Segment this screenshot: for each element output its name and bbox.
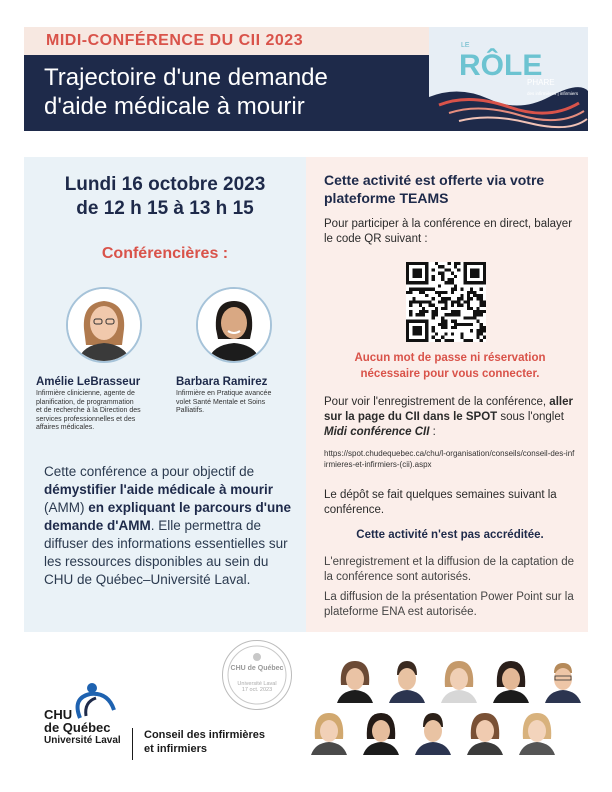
event-date-time: de 12 h 15 à 13 h 15 (76, 198, 254, 219)
person-portrait-icon (461, 707, 509, 755)
team-photo (331, 655, 379, 703)
speaker-role-line: et de recherche à la Direction des (36, 407, 141, 414)
access-info-panel (306, 157, 588, 632)
chu-logo-text (44, 708, 121, 747)
person-portrait-icon (331, 655, 379, 703)
speaker-name-amelie: Amélie LeBrasseur (36, 376, 141, 388)
cii-line-2: et infirmiers (144, 743, 207, 755)
person-portrait-icon (487, 655, 535, 703)
team-photo (305, 707, 353, 755)
speaker-role-line: affaires médicales. (36, 424, 95, 431)
accreditation-note: Cette activité n'est pas accréditée. (356, 529, 544, 541)
objective-text: Cette conférence a pour objectif de (44, 464, 255, 479)
page-title (44, 63, 404, 121)
team-photo (383, 655, 431, 703)
team-photo (539, 655, 587, 703)
powerpoint-authorization: La diffusion de la présentation Power Point sur la plateforme ENA est autorisée. (324, 591, 574, 618)
seal-text (223, 665, 291, 672)
spot-url-link[interactable]: https://spot.chudequebec.ca/chu/l-organisation/conseils/conseil-des-infirmieres-et-infirmiers-(cii).aspx (324, 449, 575, 469)
team-photo (409, 707, 457, 755)
team-photo (487, 655, 535, 703)
seal-subtext (223, 681, 291, 693)
team-photo (461, 707, 509, 755)
title-line-2: d'aide médicale à mourir (44, 93, 305, 120)
speaker-role-line: services professionnelles et des (36, 415, 136, 423)
warning-line-2: nécessaire pour vous connecter. (360, 368, 540, 380)
team-photo (435, 655, 483, 703)
role-phare-logo (429, 27, 588, 131)
avatar-barbara (196, 287, 272, 363)
cii-line-1: Conseil des infirmières (144, 729, 266, 741)
team-photo (357, 707, 405, 755)
person-portrait-icon (513, 707, 561, 755)
cii-name (144, 728, 294, 756)
person-portrait-icon (435, 655, 483, 703)
person-portrait-icon (409, 707, 457, 755)
recording-authorization: L'enregistrement et la diffusion de la captation de la conférence sont autorisés. (324, 556, 575, 583)
speakers-title: Conférencières : (101, 245, 229, 262)
footer-divider (132, 728, 133, 760)
person-portrait-icon (383, 655, 431, 703)
objective-emphasis: en expliquant le parcours d'une demande d'AMM (44, 500, 292, 533)
seal-line: Université Laval (237, 681, 277, 687)
teams-title: Cette activité est offerte via votre plateforme TEAMS (324, 172, 545, 206)
recording-tab-name: Midi conférence CII (324, 426, 430, 438)
live-instructions: Pour participer à la conférence en direct, balayer le code QR suivant : (324, 218, 573, 245)
no-password-warning (324, 350, 576, 382)
recording-instructions (324, 395, 576, 440)
warning-line-1: Aucun mot de passe ni réservation (354, 352, 546, 364)
conference-objective (44, 463, 294, 589)
event-date-day: Lundi 16 octobre 2023 (64, 174, 266, 195)
seal-date: 17 oct. 2023 (241, 687, 273, 693)
recording-text: sous l'onglet (497, 411, 564, 423)
qr-code[interactable] (406, 262, 486, 342)
recording-text: Pour voir l'enregistrement de la conférence, (324, 396, 550, 408)
speaker-role-line: planification, de programmation (36, 398, 134, 406)
recording-emphasis: aller sur la page du CII dans le SPOT (324, 396, 573, 423)
speaker-role-line: volet Santé Mentale et Soins (176, 398, 266, 406)
person-portrait-icon (305, 707, 353, 755)
logo-sub-text: des infirmières | infirmiers (527, 91, 579, 96)
logo-le-text: LE (461, 42, 470, 49)
logo-phare-text: PHARE (527, 78, 555, 87)
chu-line-3: Université Laval (44, 735, 121, 746)
speaker-role-line: Infirmière en Pratique avancée (176, 390, 272, 397)
approval-seal (222, 640, 292, 710)
person-portrait-icon (357, 707, 405, 755)
chu-line-2: de Québec (44, 720, 111, 735)
deposit-note: Le dépôt se fait quelques semaines suivant la conférence. (324, 489, 557, 516)
speaker-role-amelie (36, 390, 164, 433)
objective-text: . Elle permettra de diffuser des informations essentielles sur les ressources disponibles au sein du CHU de Québec–Université Laval. (44, 518, 288, 587)
speaker-role-line: Palliatifs. (176, 407, 205, 414)
recording-text: : (429, 426, 436, 438)
chu-line-1: CHU (44, 707, 73, 722)
person-portrait-icon (539, 655, 587, 703)
person-portrait-icon (198, 289, 270, 361)
speaker-role-barbara (176, 390, 304, 416)
objective-text: (AMM) (44, 500, 89, 515)
title-line-1: Trajectoire d'une demande (44, 64, 328, 91)
speaker-role-line: Infirmière clinicienne, agente de (36, 390, 135, 397)
seal-ring-icon (223, 641, 291, 709)
event-info-panel (24, 157, 306, 632)
person-portrait-icon (68, 289, 140, 361)
avatar-amelie (66, 287, 142, 363)
seal-line: CHU de Québec (230, 665, 284, 672)
speaker-name-barbara: Barbara Ramirez (176, 376, 268, 388)
team-photo (513, 707, 561, 755)
objective-emphasis: démystifier l'aide médicale à mourir (44, 482, 274, 497)
event-date (24, 173, 306, 221)
banner-kicker: MIDI-CONFÉRENCE DU CII 2023 (46, 32, 304, 49)
header-banner (24, 27, 588, 131)
logo-role-text: RÔLE (459, 49, 543, 82)
